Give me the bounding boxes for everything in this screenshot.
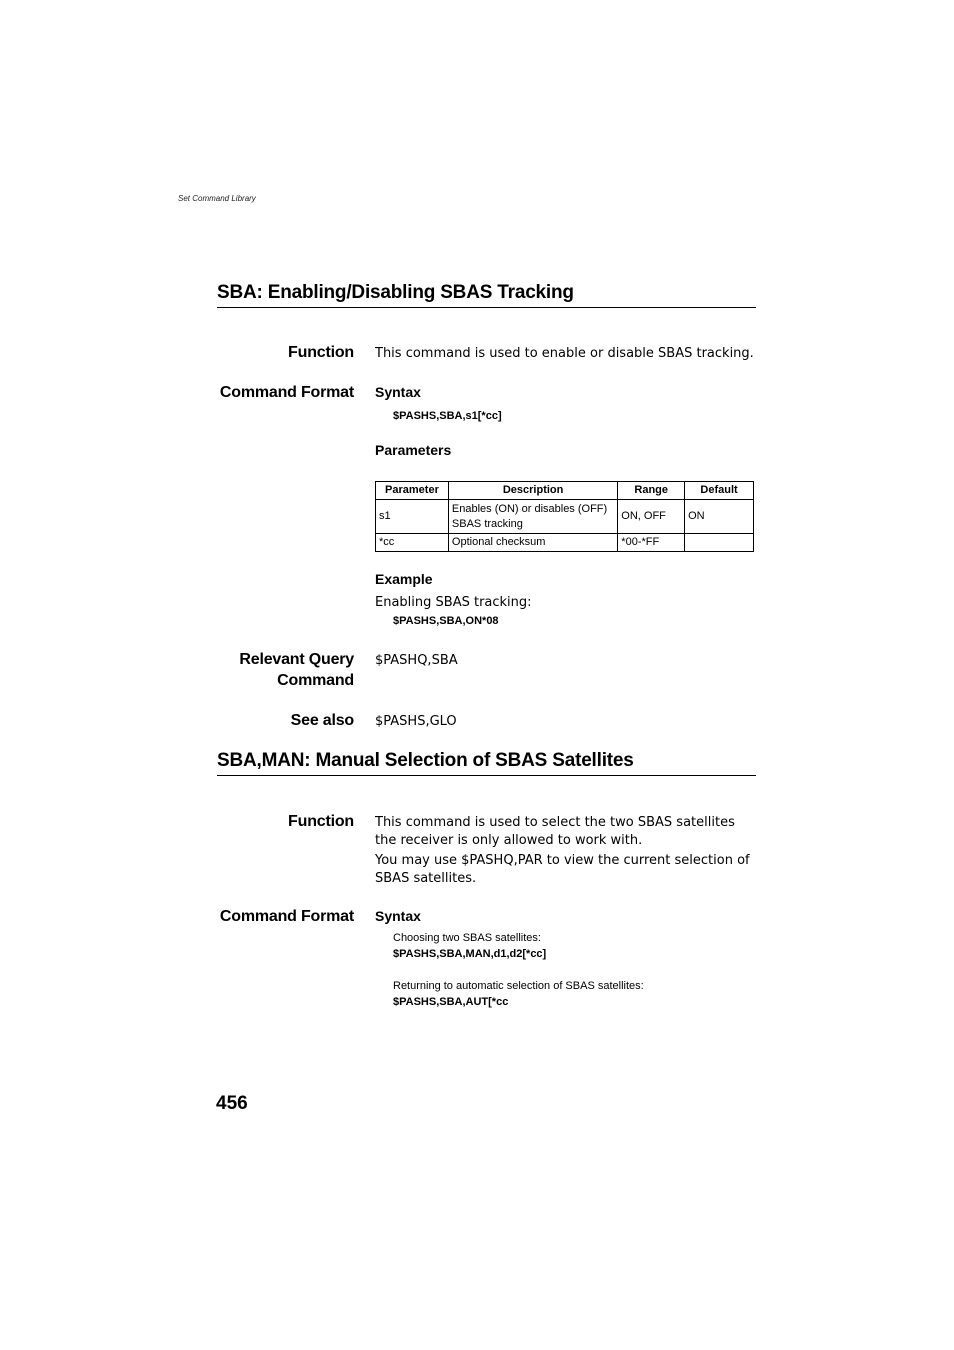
function-label: Function [288, 344, 354, 361]
relevant-query-label-line2: Command [277, 672, 354, 689]
return-text: Returning to automatic selection of SBAS satellites: [393, 980, 644, 992]
table-cell: s1 [376, 500, 449, 534]
section-title-sba-man: SBA,MAN: Manual Selection of SBAS Satellites [217, 750, 756, 776]
example-text: Enabling SBAS tracking: [375, 595, 532, 610]
page-number: 456 [216, 1093, 248, 1114]
see-also-value: $PASHS,GLO [375, 714, 457, 729]
function-label-2: Function [288, 813, 354, 830]
example-heading: Example [375, 571, 433, 587]
table-cell: ON, OFF [618, 500, 685, 534]
syntax-heading: Syntax [375, 384, 421, 400]
table-header-cell: Parameter [376, 482, 449, 500]
return-code: $PASHS,SBA,AUT[*cc [393, 996, 509, 1008]
table-header-cell: Description [448, 482, 617, 500]
syntax-heading-2: Syntax [375, 908, 421, 924]
table-cell: ON [685, 500, 754, 534]
relevant-query-label-line1: Relevant Query [239, 651, 354, 668]
function-text: This command is used to enable or disable SBAS tracking. [375, 346, 754, 361]
parameters-table [375, 481, 754, 552]
table-header-cell: Default [685, 482, 754, 500]
table-cell: *cc [376, 534, 449, 552]
table-cell: Enables (ON) or disables (OFF) SBAS tracking [448, 500, 617, 534]
parameters-heading: Parameters [375, 442, 452, 458]
table-cell: *00-*FF [618, 534, 685, 552]
relevant-query-value: $PASHQ,SBA [375, 653, 458, 668]
table-header-row [376, 482, 754, 500]
syntax-code: $PASHS,SBA,s1[*cc] [393, 410, 502, 422]
choose-text: Choosing two SBAS satellites: [393, 932, 541, 944]
table-header-cell: Range [618, 482, 685, 500]
running-head: Set Command Library [178, 194, 256, 203]
section-title-sba: SBA: Enabling/Disabling SBAS Tracking [217, 282, 756, 308]
relevant-query-label [124, 649, 354, 691]
example-code: $PASHS,SBA,ON*08 [393, 615, 499, 627]
see-also-label: See also [290, 712, 354, 729]
table-cell [685, 534, 754, 552]
table-row [376, 500, 754, 534]
table-cell: Optional checksum [448, 534, 617, 552]
function-text-2b: You may use $PASHQ,PAR to view the current selection of SBAS satellites. [375, 853, 750, 886]
table-row [376, 534, 754, 552]
function-text-2a: This command is used to select the two SBAS satellites the receiver is only allowed to work with. [375, 815, 735, 848]
command-format-label: Command Format [219, 384, 354, 401]
command-format-label-2: Command Format [219, 908, 354, 925]
choose-code: $PASHS,SBA,MAN,d1,d2[*cc] [393, 948, 547, 960]
